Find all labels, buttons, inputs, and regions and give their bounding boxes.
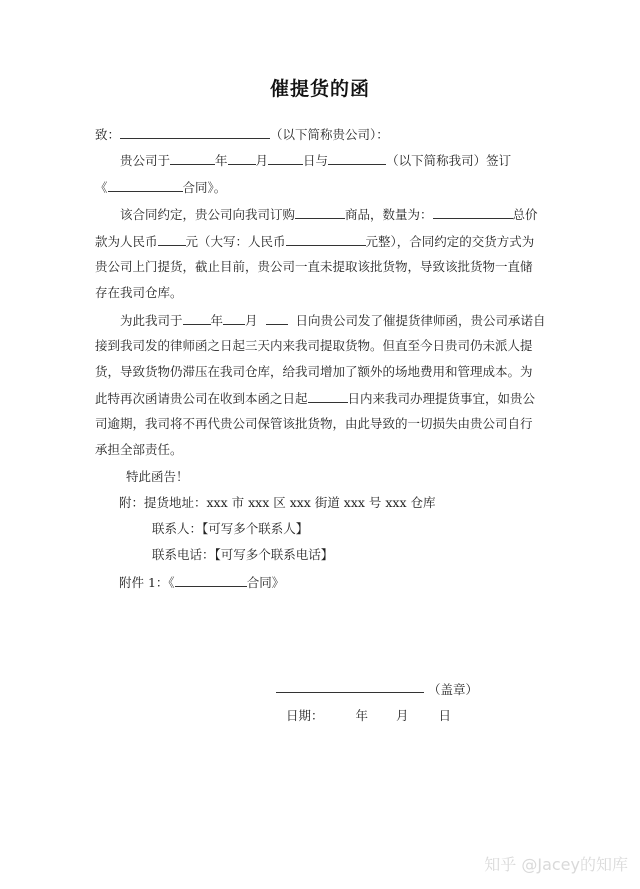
paragraph-3-line-1: 为此我司于 年 月 日向贵公司发了催提货律师函，贵公司承诺自: [120, 313, 546, 328]
paragraph-3-line-6: 承担全部责任。: [95, 442, 183, 457]
recipient-blank: [120, 126, 270, 139]
contract-name-blank: [108, 179, 183, 192]
paragraph-3-line-5: 司逾期，我司将不再代贵公司保管该批货物，由此导致的一切损失由贵公司自行: [95, 416, 533, 431]
date-label: 日期：: [286, 708, 324, 723]
notice-year-blank: [183, 312, 211, 325]
paragraph-2-line-3: 贵公司上门提货，截止目前，贵公司一直未提取该批货物，导致该批货物一直储: [95, 259, 533, 274]
notice-month-blank: [223, 312, 245, 325]
closing-phrase: 特此函告！: [126, 469, 189, 484]
attachment-contract-blank: [175, 574, 247, 587]
contact-phone: 联系电话：【可写多个联系电话】: [152, 547, 334, 562]
page-title: 催提货的函: [269, 78, 370, 100]
seal-label: （盖章）: [428, 682, 479, 697]
month-blank: [228, 152, 256, 165]
attachment-1: 附件 1：《 合同》: [119, 575, 285, 590]
paragraph-2-line-1: 该合同约定，贵公司向我司订购 商品，数量为： 总价: [120, 207, 538, 222]
paragraph-3-line-3: 货，导致货物仍滞压在我司仓库，给我司增加了额外的场地费用和管理成本。为: [95, 364, 533, 379]
year-blank: [170, 152, 215, 165]
recipient-line: 致： （以下简称贵公司）：: [95, 127, 389, 142]
paragraph-2-line-2: 款为人民币 元（大写：人民币 元整），合同约定的交货方式为: [95, 234, 535, 249]
paragraph-1-line-2: 《 合同》。: [95, 180, 227, 195]
attachment-address: 附：提货地址：xxx 市 xxx 区 xxx 街道 xxx 号 xxx 仓库: [119, 495, 436, 510]
paragraph-1-line-1: 贵公司于 年 月 日与 （以下简称我司）签订: [120, 153, 512, 168]
deadline-days-blank: [308, 390, 348, 403]
amount-words-blank: [286, 233, 366, 246]
paragraph-3-line-4: 此特再次函请贵公司在收到本函之日起 日内来我司办理提货事宜，如贵公: [95, 391, 536, 406]
party-blank: [328, 152, 386, 165]
seal-signature-line: [276, 692, 424, 693]
date-line: [286, 706, 451, 724]
date-year: 年: [355, 708, 369, 723]
date-day: 日: [438, 708, 452, 723]
day-blank: [268, 152, 303, 165]
paragraph-2-line-4: 存在我司仓库。: [95, 285, 183, 300]
notice-day-blank: [266, 312, 288, 325]
watermark: 知乎 @Jacey的知库: [484, 855, 628, 874]
quantity-blank: [433, 206, 513, 219]
goods-blank: [295, 206, 345, 219]
date-month: 月: [396, 708, 409, 723]
paragraph-3-line-2: 接到我司发的律师函之日起三天内来我司提取货物。但直至今日贵司仍未派人提: [95, 338, 533, 353]
amount-blank: [158, 233, 186, 246]
contact-person: 联系人：【可写多个联系人】: [152, 521, 309, 536]
